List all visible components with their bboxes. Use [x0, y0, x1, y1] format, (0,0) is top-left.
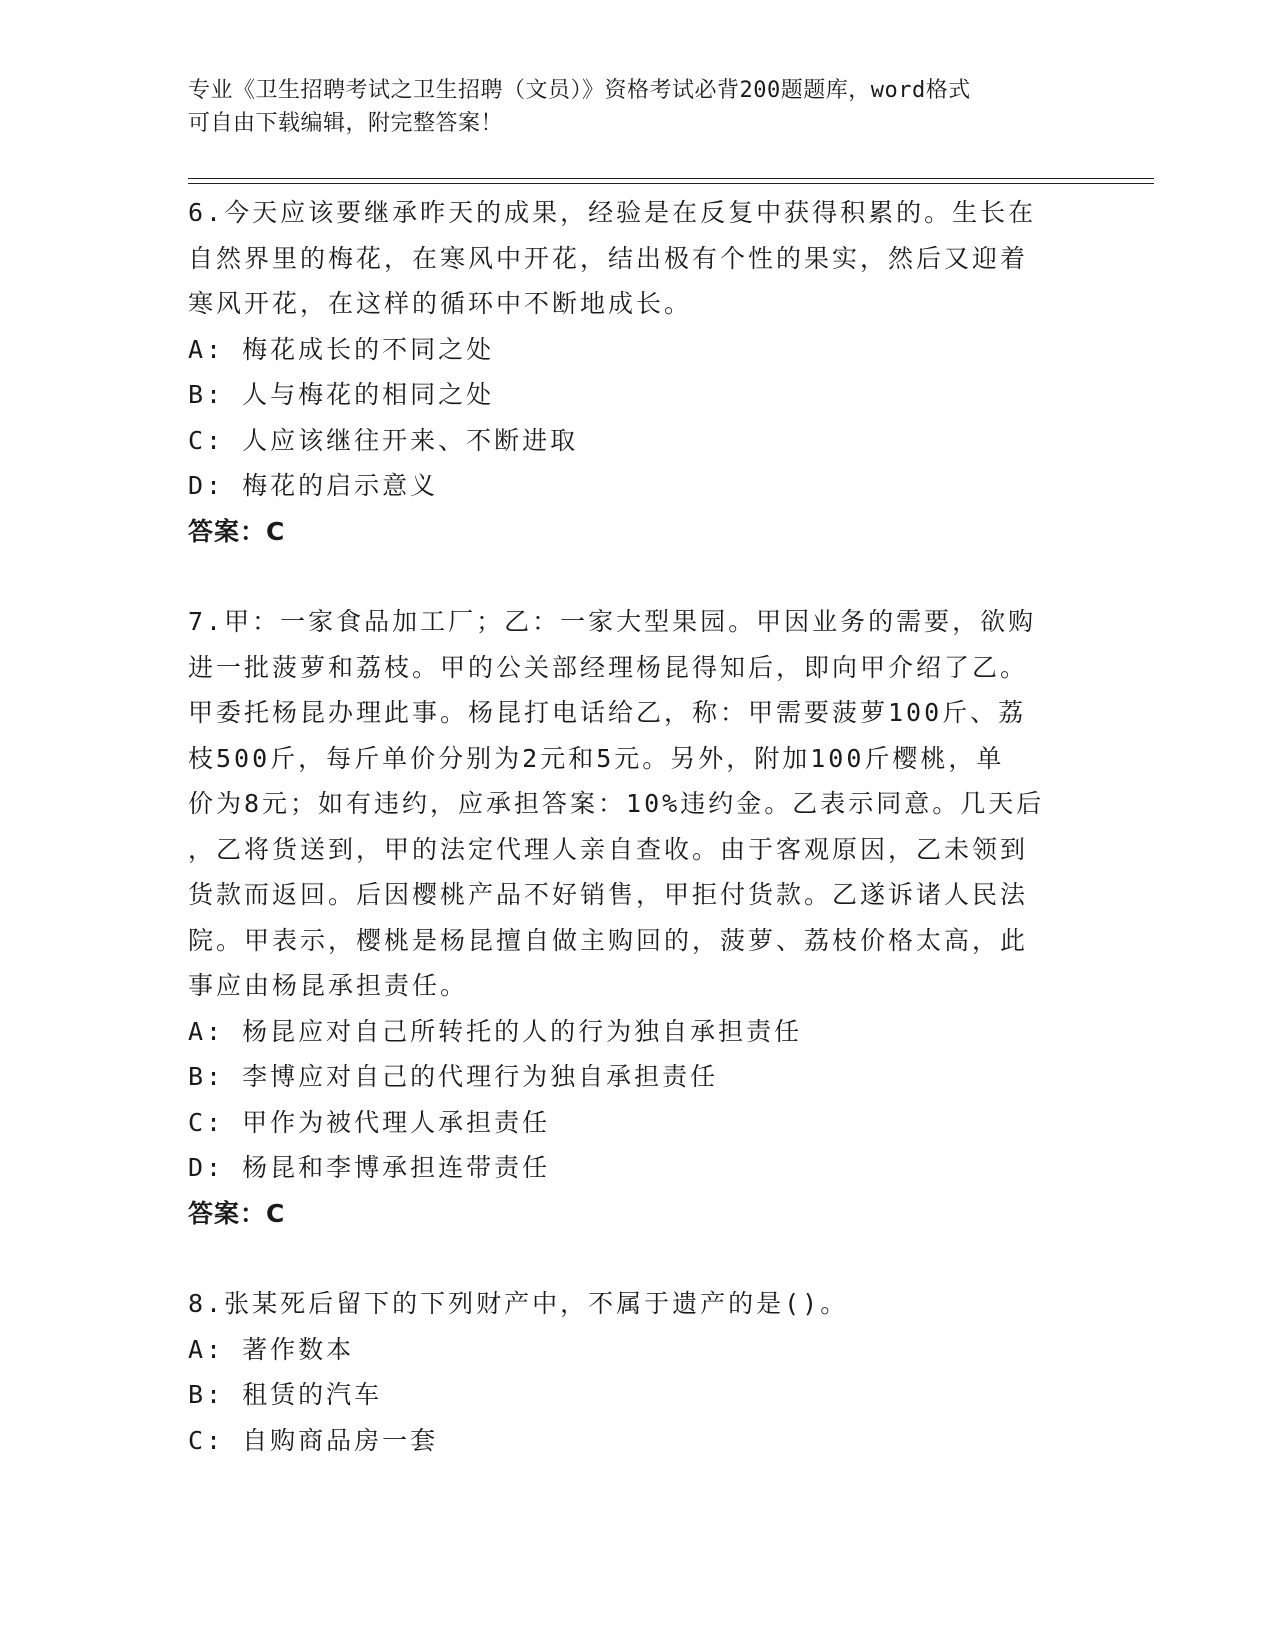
question-spacer: [188, 1236, 1088, 1281]
stem-line: 价为8元；如有违约，应承担答案：10%违约金。乙表示同意。几天后: [188, 789, 1045, 818]
header-line: 可自由下载编辑，附完整答案！: [188, 111, 504, 136]
stem-line: 进一批菠萝和荔枝。甲的公关部经理杨昆得知后，即向甲介绍了乙。: [188, 652, 1029, 682]
question-stem: [188, 1281, 1088, 1327]
option-d: D: 梅花的启示意义: [188, 471, 439, 500]
answer-label: 答案：C: [188, 516, 286, 546]
question-spacer: [188, 554, 1088, 599]
stem-line: 院。甲表示，樱桃是杨昆擅自做主购回的，菠萝、荔枝价格太高，此: [188, 925, 1029, 955]
option-a: A: 著作数本: [188, 1334, 355, 1364]
stem-line: 8.张某死后留下的下列财产中，不属于遗产的是()。: [188, 1289, 849, 1318]
question-stem: [188, 599, 1088, 1009]
header-divider-bottom: [188, 183, 1154, 184]
stem-line: 7.甲：一家食品加工厂；乙：一家大型果园。甲因业务的需要，欲购: [188, 607, 1037, 636]
document-header: [188, 74, 1088, 140]
header-line: 专业《卫生招聘考试之卫生招聘（文员）》资格考试必背200题题库，word格式: [188, 78, 971, 103]
question-list: [188, 190, 1088, 1463]
stem-line: 货款而返回。后因樱桃产品不好销售，甲拒付货款。乙遂诉诸人民法: [188, 880, 1029, 909]
answer-label: 答案：C: [188, 1198, 286, 1228]
stem-line: ，乙将货送到，甲的法定代理人亲自查收。由于客观原因，乙未领到: [188, 834, 1029, 864]
stem-line: 6.今天应该要继承昨天的成果，经验是在反复中获得积累的。生长在: [188, 198, 1037, 227]
option-c: C: 自购商品房一套: [188, 1425, 439, 1455]
option-c: C: 人应该继往开来、不断进取: [188, 425, 579, 455]
header-divider-top: [188, 178, 1154, 179]
stem-line: 自然界里的梅花，在寒风中开花，结出极有个性的果实，然后又迎着: [188, 243, 1029, 273]
option-c: C: 甲作为被代理人承担责任: [188, 1107, 551, 1137]
question-6: [188, 190, 1088, 554]
stem-line: 事应由杨昆承担责任。: [188, 971, 469, 1000]
question-7: [188, 599, 1088, 1236]
question-stem: [188, 190, 1088, 327]
option-d: D: 杨昆和李博承担连带责任: [188, 1153, 551, 1182]
option-b: B: 李博应对自己的代理行为独自承担责任: [188, 1062, 719, 1091]
option-a: A: 杨昆应对自己所转托的人的行为独自承担责任: [188, 1016, 803, 1046]
stem-line: 寒风开花，在这样的循环中不断地成长。: [188, 289, 693, 318]
option-a: A: 梅花成长的不同之处: [188, 334, 495, 364]
stem-line: 甲委托杨昆办理此事。杨昆打电话给乙，称：甲需要菠萝100斤、荔: [188, 698, 1027, 727]
stem-line: 枝500斤，每斤单价分别为2元和5元。另外，附加100斤樱桃，单: [188, 743, 1005, 773]
question-8: [188, 1281, 1088, 1463]
option-b: B: 人与梅花的相同之处: [188, 380, 495, 409]
option-b: B: 租赁的汽车: [188, 1380, 383, 1409]
